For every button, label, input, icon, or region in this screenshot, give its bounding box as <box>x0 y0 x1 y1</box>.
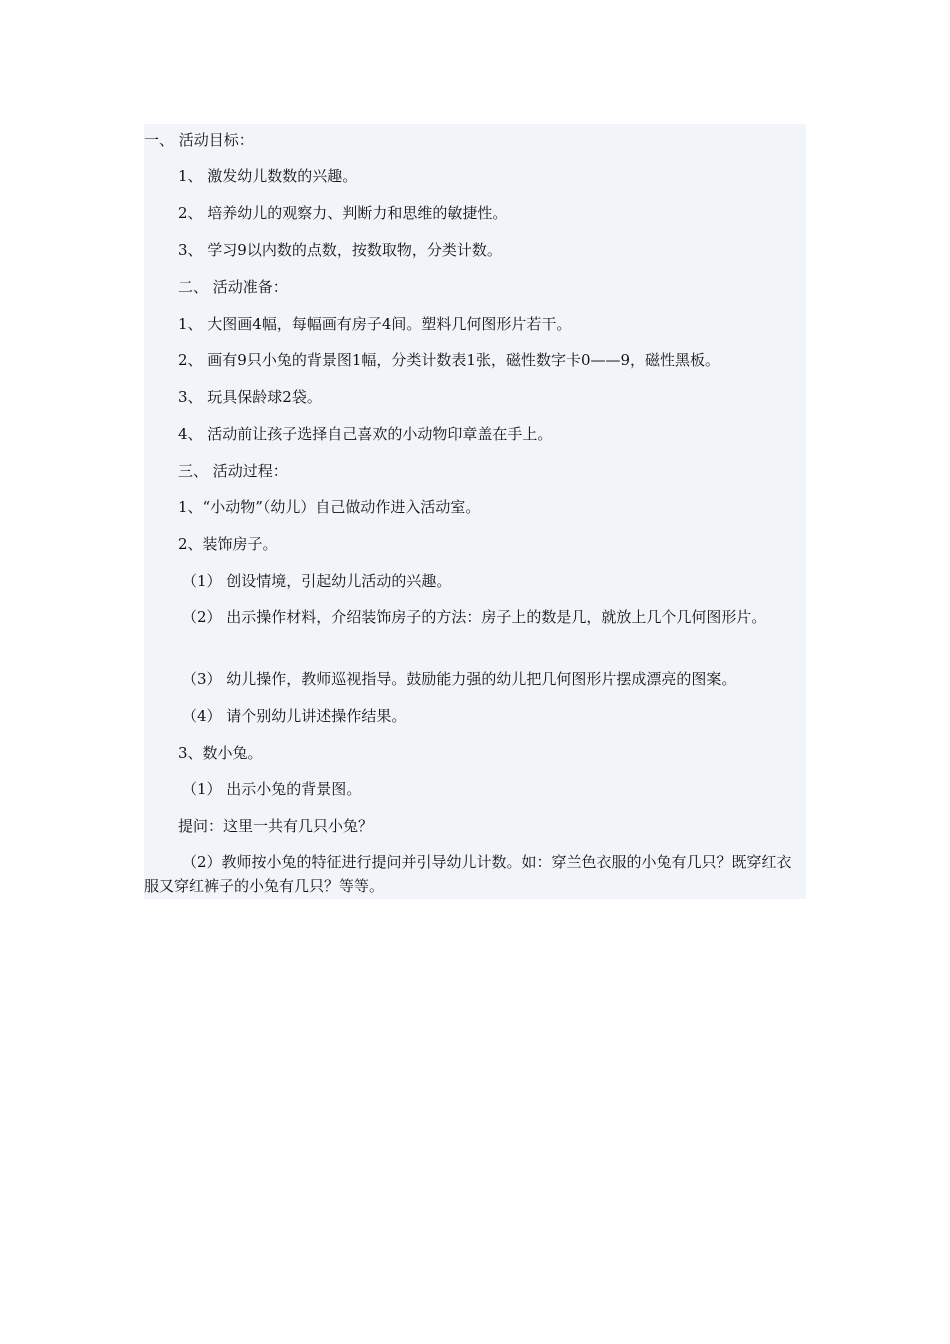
paragraph-line: （2）教师按小兔的特征进行提问并引导幼儿计数。如：穿兰色衣服的小兔有几只？既穿红衣服又穿红裤子的小兔有几只？等等。 <box>144 853 792 895</box>
paragraph-line: （2） 出示操作材料，介绍装饰房子的方法：房子上的数是几，就放上几个几何图形片。 <box>182 608 767 626</box>
section-heading-process: 三、 活动过程： <box>178 462 288 480</box>
paragraph-line: 4、 活动前让孩子选择自己喜欢的小动物印章盖在手上。 <box>178 425 553 443</box>
paragraph-line: （1） 创设情境，引起幼儿活动的兴趣。 <box>182 572 452 590</box>
paragraph-line: 3、 玩具保龄球2袋。 <box>178 388 322 406</box>
paragraph-line: 3、数小兔。 <box>178 744 263 762</box>
paragraph-line: （3） 幼儿操作，教师巡视指导。鼓励能力强的幼儿把几何图形片摆成漂亮的图案。 <box>182 670 737 688</box>
paragraph-line: （4） 请个别幼儿讲述操作结果。 <box>182 707 407 725</box>
paragraph-line: 3、 学习9以内数的点数，按数取物，分类计数。 <box>178 241 502 259</box>
paragraph-line: 1、“小动物”（幼儿）自己做动作进入活动室。 <box>178 498 481 516</box>
document-content <box>144 124 806 899</box>
section-heading-preparation: 二、 活动准备： <box>178 278 288 296</box>
paragraph-line: （1） 出示小兔的背景图。 <box>182 780 362 798</box>
paragraph-line: 2、装饰房子。 <box>178 535 278 553</box>
section-heading-goals: 一、 活动目标： <box>144 131 254 149</box>
paragraph-line: 2、 画有9只小兔的背景图1幅，分类计数表1张，磁性数字卡0——9，磁性黑板。 <box>178 351 721 369</box>
paragraph-line: 1、 激发幼儿数数的兴趣。 <box>178 167 358 185</box>
paragraph-line: 2、 培养幼儿的观察力、判断力和思维的敏捷性。 <box>178 204 508 222</box>
paragraph-line: 1、 大图画4幅，每幅画有房子4间。塑料几何图形片若干。 <box>178 315 572 333</box>
paragraph-line: 提问：这里一共有几只小兔？ <box>178 817 374 835</box>
